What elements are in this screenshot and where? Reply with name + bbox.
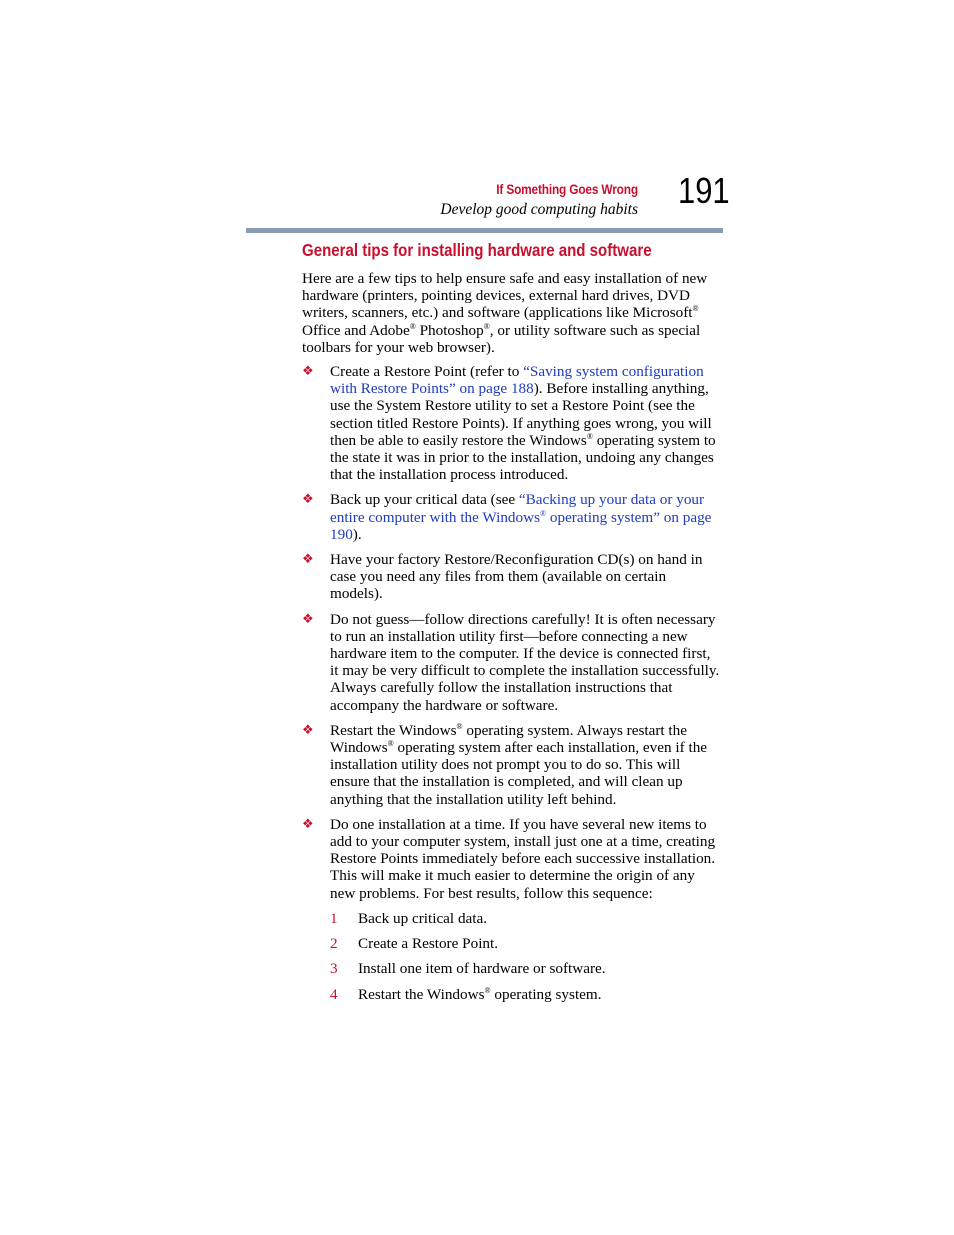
link-backing-up-your-data[interactable]: “Backing up your data or your entire computer with the Windows® operating system” on page 190 <box>330 491 712 543</box>
list-item: ❖ Create a Restore Point (refer to “Saving system configuration with Restore Points” on page 188). Before installing anything, use the System Restore utility to set a Restore Point (see the section titled Restore Points). If anything goes wrong, you will then be able to easily restore the Windows® operating system to the state it was in prior to the installation, undoing any changes that the installation process introduced. <box>302 363 716 484</box>
page-number: 191 <box>678 170 730 211</box>
step-item: 2 Create a Restore Point. <box>330 935 499 953</box>
bullet-icon: ❖ <box>302 722 314 738</box>
install-sequence-list <box>330 910 722 1003</box>
list-item: ❖ Do one installation at a time. If you have several new items to add to your computer system, install just one at a time, creating Restore Points immediately before each successive installation. This will make it much easier to determine the origin of any new problems. For best results, follow this sequence: 1 Back up critical data. 2 Create a Restore Point. 3 Install one item of hardware or software. 4 Restart the Windows® operating system. <box>302 816 722 1003</box>
link-saving-system-configuration[interactable]: “Saving system configuration with Restore Points” on page 188 <box>330 363 704 398</box>
list-item: ❖ Do not guess—follow directions carefully! It is often necessary to run an installation utility first—before connecting a new hardware item to the computer. If the device is connected first, it may be very difficult to complete the installation successfully. Always carefully follow the installation instructions that accompany the hardware or software. <box>302 610 720 714</box>
bullet-icon: ❖ <box>302 611 314 627</box>
step-number: 4 <box>330 985 338 1003</box>
tips-list <box>302 363 722 1011</box>
bullet-icon: ❖ <box>302 552 314 568</box>
list-item: ❖ Back up your critical data (see “Backing up your data or your entire computer with the Windows® operating system” on page 190). <box>302 491 712 543</box>
header-rule <box>246 228 723 233</box>
step-number: 3 <box>330 960 338 978</box>
step-number: 1 <box>330 909 338 927</box>
section-heading: General tips for installing hardware and software <box>302 240 652 260</box>
list-item: ❖ Have your factory Restore/Reconfiguration CD(s) on hand in case you need any files from them (available on certain models). <box>302 551 703 603</box>
step-item: 4 Restart the Windows® operating system. <box>330 985 602 1003</box>
bullet-icon: ❖ <box>302 492 314 508</box>
running-header-chapter: If Something Goes Wrong <box>496 182 638 197</box>
bullet-icon: ❖ <box>302 364 314 379</box>
step-number: 2 <box>330 935 338 953</box>
intro-paragraph: Here are a few tips to help ensure safe and easy installation of new hardware (printers, pointing devices, external hard drives, DVD writers, scanners, etc.) and software (applications like Microsoft® Office and Adobe® Photoshop®, or utility software such as special toolbars for your web browser). <box>302 270 708 356</box>
bullet-icon: ❖ <box>302 816 314 832</box>
running-header-section: Develop good computing habits <box>440 201 638 218</box>
step-item: 3 Install one item of hardware or software. <box>330 960 606 978</box>
step-item: 1 Back up critical data. <box>330 909 488 927</box>
list-item: ❖ Restart the Windows® operating system. Always restart the Windows® operating system after each installation, even if the installation utility does not prompt you to do so. This will ensure that the installation is completed, and will clean up anything that the installation utility left behind. <box>302 721 708 808</box>
